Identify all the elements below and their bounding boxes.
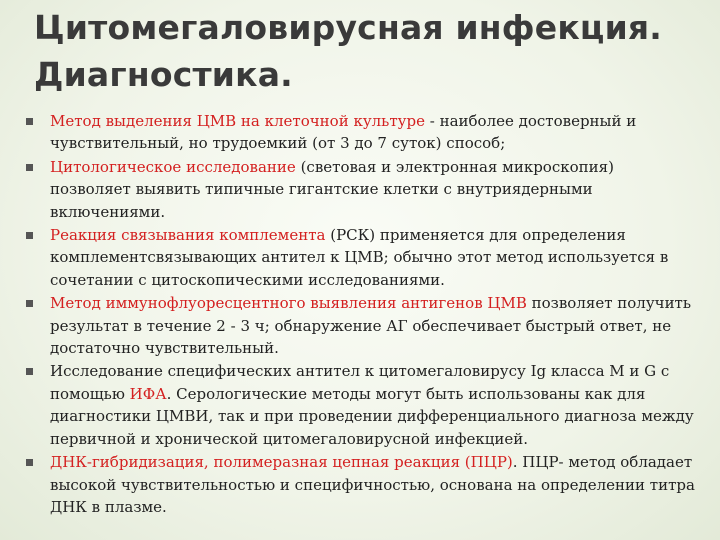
bullet-text: - наиболее достоверный и чувствительный, но трудоемкий (от 3 до 7 суток) способ; xyxy=(50,112,637,153)
square-bullet-icon xyxy=(26,164,33,171)
bullet-text: позволяет получить результат в течение 2 - 3 ч; обнаружение АГ обеспечивает быстрый ответ, не достаточно чувствительный. xyxy=(50,294,692,358)
bullet-item-complement xyxy=(26,224,696,291)
bullet-list xyxy=(26,110,696,519)
bullet-highlight: ДНК-гибридизация, полимеразная цепная реакция (ПЦР) xyxy=(50,453,513,472)
bullet-item-culture xyxy=(26,110,696,155)
square-bullet-icon xyxy=(26,118,33,125)
slide-title-line-2: Диагностика. xyxy=(34,55,293,94)
bullet-text: . ПЦР- метод обладает высокой чувствительностью и специфичностью, основана на определении титра ДНК в плазме. xyxy=(50,453,695,516)
slide-title-line-1: Цитомегаловирусная инфекция. xyxy=(34,8,663,47)
square-bullet-icon xyxy=(26,459,33,466)
square-bullet-icon xyxy=(26,368,33,375)
bullet-text: (световая и электронная микроскопия) позволяет выявить типичные гигантские клетки с внутриядерными включениями. xyxy=(50,157,614,221)
bullet-text: . Серологические методы могут быть использованы как для диагностики ЦМВИ, так и при проведении дифференциального диагноза между первичной и хронической цитомегаловирусной инфекцией. xyxy=(50,384,694,448)
bullet-highlight: Метод иммунофлуоресцентного выявления антигенов ЦМВ xyxy=(50,294,527,313)
bullet-highlight: ИФА xyxy=(129,384,167,403)
bullet-item-immunofluorescence xyxy=(26,292,696,359)
bullet-highlight: Цитологическое исследование xyxy=(50,157,296,176)
bullet-highlight: Реакция связывания комплемента xyxy=(50,226,326,245)
bullet-text: (РСК) применяется для определения комплементсвязывающих антител к ЦМВ; обычно этот метод используется в сочетании с цитоскопическими исследованиями. xyxy=(50,226,669,289)
slide-title xyxy=(34,4,694,98)
bullet-text-pre: Исследование специфических антител к цитомегаловирусу Ig класса M и G с помощью xyxy=(50,362,670,403)
bullet-item-cytology xyxy=(26,156,696,223)
bullet-item-pcr xyxy=(26,451,696,518)
bullet-highlight: Метод выделения ЦМВ на клеточной культуре xyxy=(50,112,425,130)
bullet-item-antibodies xyxy=(26,360,696,450)
square-bullet-icon xyxy=(26,300,33,307)
square-bullet-icon xyxy=(26,232,33,239)
